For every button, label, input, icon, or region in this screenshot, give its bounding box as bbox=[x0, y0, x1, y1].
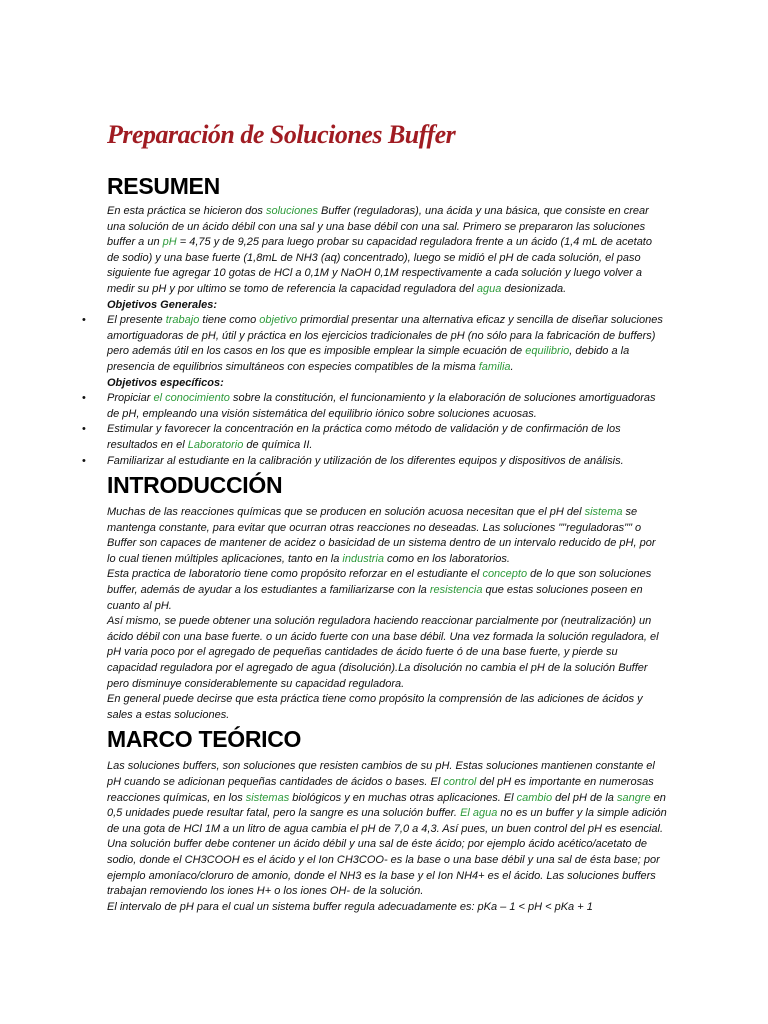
text-run: El presente bbox=[107, 314, 166, 327]
text-run: se mantenga constante, para evitar que ocurran otras reacciones no deseadas. Las soluciones ""reguladoras"" o Buffer son capaces de mantener de acidez o basicidad de un sistema dentro de un intervalo reducido de pH, por lo cual tienen múltiples aplicaciones, tanto en la bbox=[107, 506, 656, 565]
body-paragraph bbox=[107, 692, 667, 723]
inline-link[interactable]: soluciones bbox=[265, 205, 318, 217]
body-paragraph bbox=[107, 837, 667, 899]
inline-link[interactable]: pH bbox=[162, 236, 177, 249]
text-run: en 0,5 unidades puede resultar fatal, pero la sangre es una solución buffer. bbox=[107, 791, 666, 820]
inline-link[interactable]: El agua bbox=[460, 807, 498, 820]
text-run: no es un buffer y la simple adición de una gota de HCl 1M a un litro de agua cambia el pH de 7,0 a 4,3. Así pues, un buen control del pH es esencial. bbox=[107, 807, 667, 835]
list-item bbox=[82, 313, 667, 375]
inline-link[interactable]: el conocimiento bbox=[153, 392, 230, 405]
text-run: del pH de la bbox=[552, 791, 617, 804]
text-run: Propiciar bbox=[107, 392, 154, 405]
inline-link[interactable]: sistema bbox=[584, 506, 623, 519]
text-run: , debido a la presencia de equilibrios simultáneos con especies compatibles de la misma bbox=[107, 345, 630, 373]
inline-link[interactable]: sangre bbox=[616, 791, 651, 804]
objetivos-especificos-label: Objetivos específicos: bbox=[107, 376, 224, 389]
inline-link[interactable]: control bbox=[443, 776, 477, 788]
body-paragraph bbox=[107, 900, 667, 916]
text-run: = 4,75 y de 9,25 para luego probar su capacidad reguladora frente a un ácido (1,4 mL de acetato de sodio) y una base fuerte (1,8mL de NH3 (aq) concentrado), luego se midió el pH de cada solución, el paso siguiente fue agregar 10 gotas de HCl a 0,1M y NaOH 0,1M respectivamente a cada solución y luego volver a medir su pH y por ultimo se tomo de referencia la capacidad reguladora del bbox=[107, 236, 652, 295]
text-run: Buffer (reguladoras), una ácida y una básica, que consiste en crear una solución de un ácido débil con una sal y una base débil con una sal. Primero se prepararon las soluciones buffer a un bbox=[107, 205, 649, 249]
bullet-icon: • bbox=[82, 454, 86, 467]
list-item bbox=[82, 422, 667, 453]
text-run: como en los laboratorios. bbox=[384, 552, 510, 565]
text-run: Esta practica de laboratorio tiene como propósito reforzar en el estudiante el bbox=[107, 568, 483, 581]
list-item bbox=[82, 454, 667, 470]
text-run: de lo que son soluciones buffer, además de ayudar a los estudiantes a familiarizarse con la bbox=[107, 568, 652, 597]
document-title: Preparación de Soluciones Buffer bbox=[107, 120, 456, 149]
inline-link[interactable]: trabajo bbox=[165, 314, 200, 327]
body-paragraph bbox=[107, 614, 667, 692]
inline-link[interactable]: concepto bbox=[482, 568, 528, 581]
inline-link[interactable]: familia bbox=[478, 360, 511, 373]
text-run: del pH es importante en numerosas reacciones químicas, en los bbox=[107, 776, 654, 804]
text-run: En general puede decirse que esta práctica tiene como propósito la comprensión de las adiciones de ácidos y sales a estas soluciones. bbox=[107, 693, 643, 721]
text-run: tiene como bbox=[199, 314, 260, 327]
list-item bbox=[82, 391, 667, 422]
text-run: biológicos y en muchas otras aplicaciones. El bbox=[289, 791, 517, 804]
text-run: primordial presentar una alternativa eficaz y sencilla de diseñar soluciones amortiguadoras de pH, útil y práctica en los ejercicios tradicionales de pH (no sólo para la fabricación de buffers) pero además útil en los casos en los que es imposible emplear la simple ecuación de bbox=[107, 314, 663, 358]
text-run: Así mismo, se puede obtener una solución reguladora haciendo reaccionar parcialmente por (neutralización) un ácido débil con una base fuerte. o un ácido fuerte con una base débil. Una vez formada la solución reguladora, el pH varia poco por el agregado de pequeñas cantidades de ácido fuerte ó de una base fuerte, y pierde su capacidad reguladora por el agregado de agua (disolución).La disolución no cambia el pH de la solución Buffer pero disminuye considerablemente su capacidad reguladora. bbox=[107, 615, 659, 690]
text-run: Las soluciones buffers, son soluciones que resisten cambios de su pH. Estas soluciones mantienen constante el pH cuando se adicionan pequeñas cantidades de ácidos o bases. El bbox=[107, 760, 655, 788]
body-paragraph bbox=[107, 505, 667, 567]
bullet-icon: • bbox=[82, 314, 86, 327]
text-run: Una solución buffer debe contener un ácido débil y una sal de éste ácido; por ejemplo ácido acético/acetato de sodio, donde el CH3COOH es el ácido y el Ion CH3COO- es la base o una base débil y una sal de ésta base; por ejemplo amoníaco/cloruro de amonio, donde el NH3 es la base y el Ion NH4+ es el ácido. Las soluciones buffers trabajan removiendo los iones H+ o los iones OH- de la solución. bbox=[107, 838, 660, 898]
text-run: de química II. bbox=[243, 438, 313, 451]
bullet-icon: • bbox=[82, 423, 86, 436]
text-run: En esta práctica se hicieron dos bbox=[107, 205, 266, 217]
inline-link[interactable]: equilibrio bbox=[525, 345, 570, 358]
document-page bbox=[82, 120, 667, 915]
resumen-paragraph bbox=[107, 204, 667, 298]
text-run: El intervalo de pH para el cual un sistema buffer regula adecuadamente es: pKa – 1 < pH < pKa + 1 bbox=[107, 900, 593, 913]
body-paragraph bbox=[107, 567, 667, 614]
text-run: que estas soluciones poseen en cuanto al pH. bbox=[107, 584, 643, 612]
objetivos-generales-list bbox=[82, 313, 667, 375]
bullet-icon: • bbox=[82, 392, 86, 405]
marco-teorico-body bbox=[107, 759, 667, 915]
inline-link[interactable]: resistencia bbox=[429, 584, 483, 597]
text-run: Muchas de las reacciones químicas que se producen en solución acuosa necesitan que el pH del bbox=[107, 506, 585, 519]
objetivos-generales-label: Objetivos Generales: bbox=[107, 298, 218, 311]
inline-link[interactable]: Laboratorio bbox=[187, 438, 244, 451]
text-run: Familiarizar al estudiante en la calibración y utilización de los diferentes equipos y dispositivos de análisis. bbox=[107, 454, 624, 467]
text-run: desionizada. bbox=[501, 282, 567, 295]
section-heading-resumen: RESUMEN bbox=[107, 173, 220, 199]
body-paragraph bbox=[107, 759, 667, 837]
inline-link[interactable]: cambio bbox=[516, 791, 553, 804]
inline-link[interactable]: agua bbox=[476, 282, 502, 295]
section-heading-introduccion: INTRODUCCIÓN bbox=[107, 472, 283, 499]
text-run: sobre la constitución, el funcionamiento y la elaboración de soluciones amortiguadoras de pH, empleando una visión sistemática del equilibrio iónico sobre soluciones acuosas. bbox=[107, 392, 656, 420]
introduccion-body bbox=[107, 505, 667, 723]
inline-link[interactable]: objetivo bbox=[259, 314, 298, 327]
objetivos-especificos-list bbox=[82, 391, 667, 469]
section-heading-marco-teorico: MARCO TEÓRICO bbox=[107, 726, 302, 753]
inline-link[interactable]: sistemas bbox=[245, 791, 290, 804]
text-run: Estimular y favorecer la concentración en la práctica como método de validación y de confirmación de los resultados en el bbox=[107, 423, 621, 451]
inline-link[interactable]: industria bbox=[342, 552, 384, 565]
text-run: . bbox=[510, 360, 514, 373]
